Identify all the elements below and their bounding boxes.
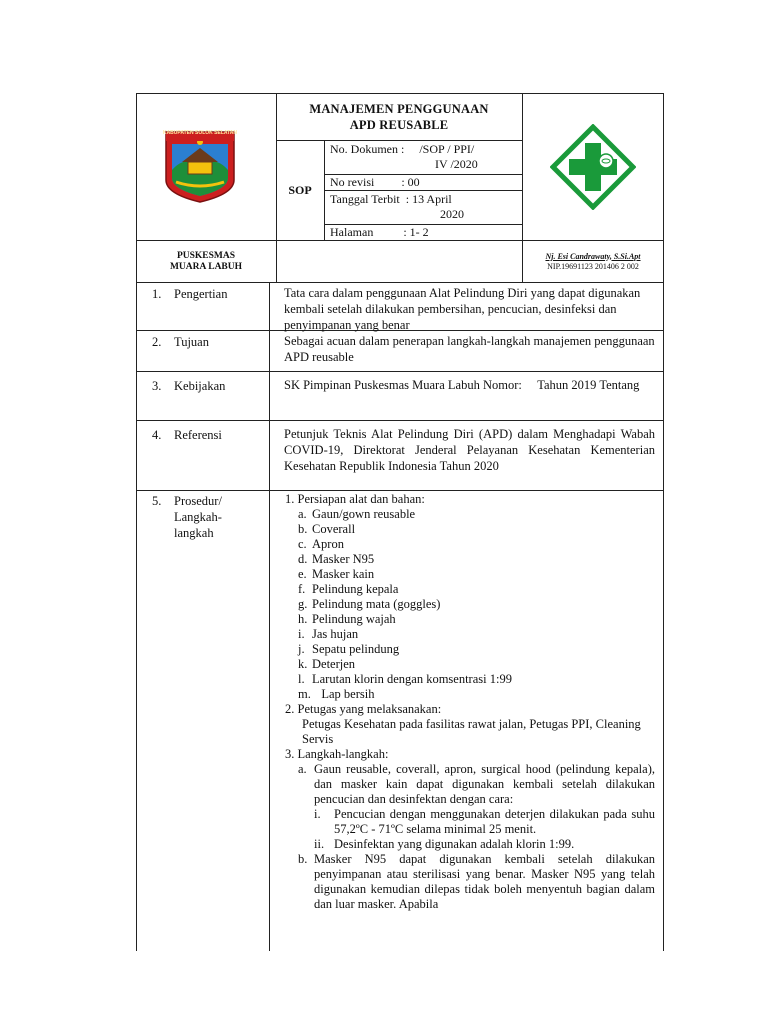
item-text: Jas hujan (312, 627, 359, 641)
revision-field: No revisi : 00 (330, 175, 420, 189)
row-number: 1. (152, 287, 162, 301)
item-marker: j. (298, 642, 305, 656)
organization-name (136, 240, 276, 283)
item-marker: g. (298, 597, 308, 611)
label-line-2: Langkah- (174, 510, 222, 524)
equipment-list (285, 507, 655, 702)
equipment-item (285, 507, 655, 522)
row-prosedur (136, 491, 664, 951)
item-text: Deterjen (312, 657, 356, 671)
item-text: Gaun/gown reusable (312, 507, 416, 521)
step-text: Masker N95 dapat digunakan kembali setelah dilakukan penyimpanan atau sterilisasi yang benar. Masker N95 yang telah digunakan kemudian dilepas tidak boleh menyentuh bagian dalam dan luar masker. Apabila (314, 852, 655, 911)
org-line-1: PUSKESMAS (176, 250, 236, 261)
label-line-3: langkah (174, 526, 214, 540)
item-text: Apron (312, 537, 344, 551)
item-marker: e. (298, 567, 307, 581)
issue-date-line-2: 2020 (440, 207, 464, 221)
row-tujuan (136, 331, 664, 372)
section-3-title: 3. Langkah-langkah: (285, 747, 389, 761)
row-label (137, 372, 270, 420)
row-content: SK Pimpinan Puskesmas Muara Labuh Nomor: Tahun 2019 Tentang (284, 378, 640, 392)
document-title (276, 93, 522, 140)
signer-nip: NIP.19691123 201406 2 002 (547, 261, 639, 271)
item-text: Masker N95 (312, 552, 375, 566)
doc-number-field (330, 142, 478, 172)
item-marker: k. (298, 657, 308, 671)
regency-emblem-icon (162, 128, 238, 204)
regency-logo-cell (136, 93, 276, 240)
item-marker: m. (298, 687, 311, 701)
org-line-2: MUARA LABUH (169, 261, 243, 272)
sop-document (136, 93, 664, 951)
item-marker: i. (298, 627, 305, 641)
equipment-item (285, 597, 655, 612)
equipment-item (285, 672, 655, 687)
item-text: Pelindung kepala (312, 582, 399, 596)
row-label-text: Pengertian (174, 287, 228, 301)
step-a-i (285, 807, 655, 837)
row-label (137, 283, 270, 330)
equipment-item (285, 582, 655, 597)
item-marker: l. (298, 672, 305, 686)
item-marker: b. (298, 522, 308, 536)
signature-block (522, 240, 664, 283)
item-marker: c. (298, 537, 307, 551)
step-text: Desinfektan yang digunakan adalah klorin 1:99. (334, 837, 575, 851)
doc-number-line-2: IV /2020 (435, 157, 478, 171)
step-text: Gaun reusable, coverall, apron, surgical hood (pelindung kepala), dan masker kain dapat digunakan kembali setelah dilakukan pencucian dan desinfektan dengan cara: (314, 762, 655, 806)
item-marker: h. (298, 612, 308, 626)
row-content: Tata cara dalam penggunaan Alat Pelindung Diri yang dapat digunakan kembali setelah dilakukan pembersihan, pencucian, desinfeksi dan penyimpanan yang benar (284, 286, 641, 332)
equipment-item (285, 627, 655, 642)
regency-logo-text: KABUPATEN SOLOK SELATAN (162, 130, 238, 136)
equipment-item (285, 552, 655, 567)
section-2-text: Petugas Kesehatan pada fasilitas rawat jalan, Petugas PPI, Cleaning Servis (302, 717, 641, 746)
item-marker: f. (298, 582, 306, 596)
row-label-text (174, 493, 269, 951)
step-marker: b. (298, 852, 308, 866)
step-marker: i. (314, 807, 321, 821)
row-label-text: Kebijakan (174, 379, 226, 393)
equipment-item (285, 642, 655, 657)
step-b (285, 852, 655, 912)
row-label (137, 491, 270, 951)
item-marker: d. (298, 552, 308, 566)
equipment-item (285, 567, 655, 582)
row-content: Sebagai acuan dalam penerapan langkah-langkah manajemen penggunaan APD reusable (284, 334, 655, 364)
equipment-item (285, 522, 655, 537)
issue-date-field (330, 192, 464, 222)
row-number: 5. (152, 494, 162, 508)
item-text: Masker kain (312, 567, 375, 581)
section-1-title: 1. Persiapan alat dan bahan: (285, 492, 425, 506)
sop-label: SOP (288, 182, 312, 197)
step-marker: a. (298, 762, 307, 776)
item-text: Larutan klorin dengan komsentrasi 1:99 (312, 672, 512, 686)
item-text: Pelindung mata (goggles) (312, 597, 441, 611)
row-label (137, 421, 270, 490)
signer-name: Nj. Esi Candrawaty, S.Si.Apt (545, 251, 641, 261)
step-a (285, 762, 655, 807)
step-a-ii (285, 837, 655, 852)
page-field: Halaman : 1- 2 (330, 225, 429, 239)
row-number: 3. (152, 379, 162, 393)
item-marker: a. (298, 507, 307, 521)
title-line-2: APD REUSABLE (349, 117, 449, 132)
equipment-item (285, 537, 655, 552)
title-line-1: MANAJEMEN PENGGUNAAN (309, 101, 489, 116)
item-text: Pelindung wajah (312, 612, 396, 626)
row-number: 4. (152, 428, 162, 442)
step-text: Pencucian dengan menggunakan deterjen dilakukan pada suhu 57,2ºC - 71ºC selama minimal 25 menit. (334, 807, 655, 836)
issue-date-line-1: Tanggal Terbit : 13 April (330, 192, 452, 206)
row-number: 2. (152, 335, 162, 349)
doc-number-line-1: No. Dokumen : /SOP / PPI/ (330, 142, 475, 156)
health-logo-cell (522, 93, 664, 240)
item-text: Sepatu pelindung (312, 642, 400, 656)
row-label (137, 331, 270, 371)
procedure-content (270, 491, 663, 951)
item-text: Coverall (312, 522, 356, 536)
row-referensi (136, 421, 664, 491)
green-cross-icon (550, 124, 636, 210)
row-pengertian (136, 283, 664, 331)
step-marker: ii. (314, 837, 325, 851)
row-content: Petunjuk Teknis Alat Pelindung Diri (APD) dalam Menghadapi Wabah COVID-19, Direktorat Jenderal Pelayanan Kesehatan Kementerian Kesehatan Republik Indonesia Tahun 2020 (284, 427, 655, 473)
equipment-item (285, 612, 655, 627)
sop-header (136, 93, 664, 283)
section-2-title: 2. Petugas yang melaksanakan: (285, 702, 442, 716)
row-label-text: Tujuan (174, 335, 209, 349)
row-label-text: Referensi (174, 428, 222, 442)
label-line-1: Prosedur/ (174, 494, 222, 508)
equipment-item (285, 687, 655, 702)
row-kebijakan (136, 372, 664, 421)
item-text: Lap bersih (312, 687, 375, 701)
equipment-item (285, 657, 655, 672)
